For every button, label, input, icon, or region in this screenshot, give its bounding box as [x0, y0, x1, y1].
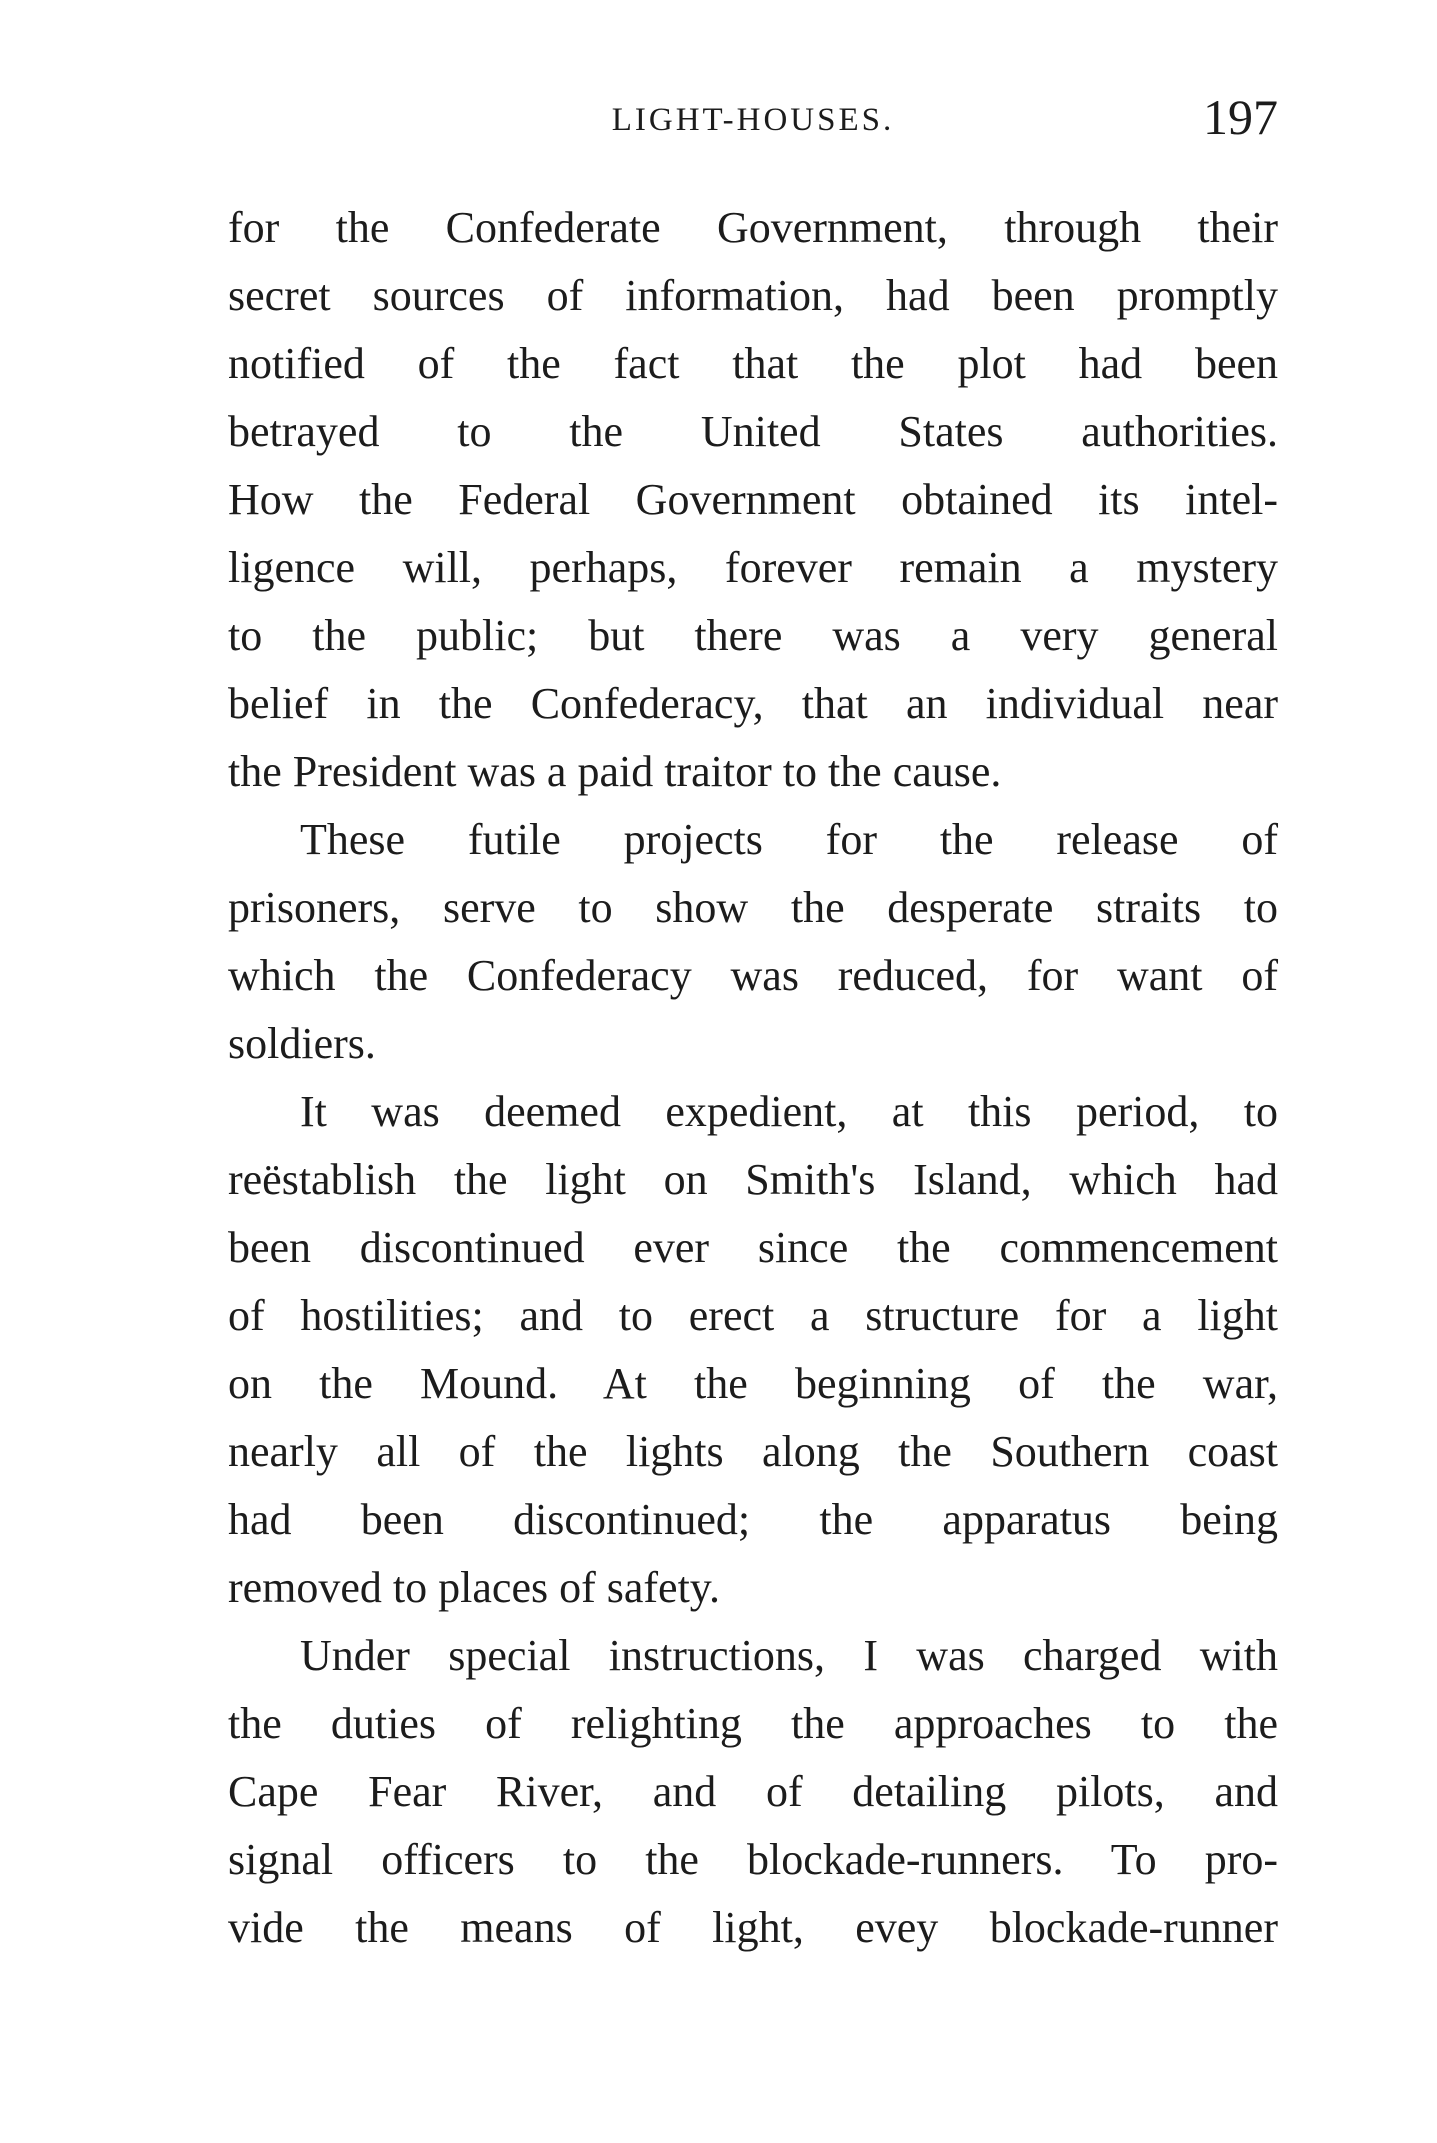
- text-line: soldiers.: [228, 1019, 376, 1068]
- paragraph-start-line: Under special instructions, I was charged with: [300, 1631, 1278, 1680]
- text-line: betrayed to the United States authorities.: [228, 407, 1278, 456]
- text-line: prisoners, serve to show the desperate straits to: [228, 883, 1278, 932]
- text-line: had been discontinued; the apparatus being: [228, 1495, 1278, 1544]
- text-line: reëstablish the light on Smith's Island, which had: [228, 1155, 1278, 1204]
- text-line: How the Federal Government obtained its intel-: [228, 475, 1278, 524]
- paragraph-start-line: It was deemed expedient, at this period, to: [300, 1087, 1278, 1136]
- text-line: on the Mound. At the beginning of the war,: [228, 1359, 1278, 1408]
- text-line: which the Confederacy was reduced, for want of: [228, 951, 1278, 1000]
- text-line: Cape Fear River, and of detailing pilots, and: [228, 1767, 1278, 1816]
- text-line: of hostilities; and to erect a structure for a light: [228, 1291, 1278, 1340]
- text-line: nearly all of the lights along the Southern coast: [228, 1427, 1278, 1476]
- text-line: secret sources of information, had been promptly: [228, 271, 1278, 320]
- text-line: for the Confederate Government, through their: [228, 203, 1278, 252]
- text-line: been discontinued ever since the commencement: [228, 1223, 1278, 1272]
- text-line: ligence will, perhaps, forever remain a mystery: [228, 543, 1278, 592]
- text-line: vide the means of light, evey blockade-runner: [228, 1903, 1278, 1952]
- running-title: LIGHT-HOUSES.: [611, 102, 895, 138]
- page-number: 197: [1203, 89, 1278, 145]
- text-line: to the public; but there was a very general: [228, 611, 1278, 660]
- text-line: the duties of relighting the approaches to the: [228, 1699, 1278, 1748]
- body-text: [228, 194, 1278, 1962]
- text-line: signal officers to the blockade-runners. To pro-: [228, 1835, 1278, 1884]
- text-line: the President was a paid traitor to the cause.: [228, 747, 1002, 796]
- text-line: belief in the Confederacy, that an individual near: [228, 679, 1278, 728]
- text-line: notified of the fact that the plot had been: [228, 339, 1278, 388]
- paragraph-start-line: These futile projects for the release of: [300, 815, 1278, 864]
- text-line: removed to places of safety.: [228, 1563, 720, 1612]
- running-head: [228, 88, 1278, 148]
